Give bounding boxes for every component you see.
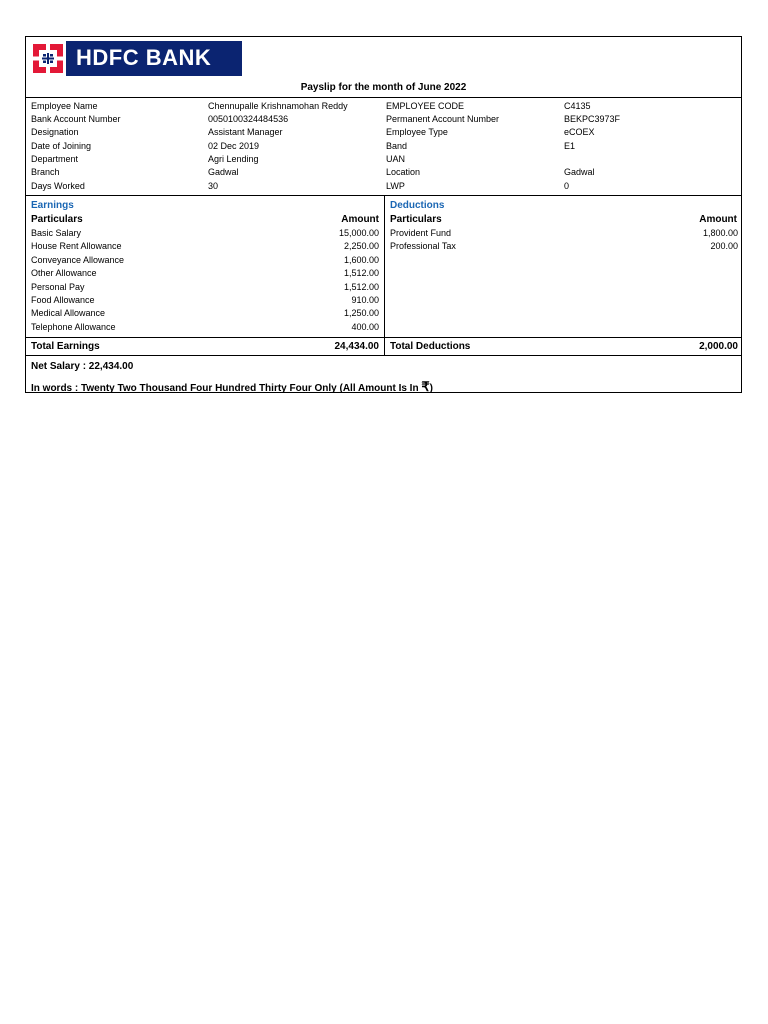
earning-amount: 910.00 <box>351 295 379 305</box>
deduction-amount: 200.00 <box>710 241 738 251</box>
earnings-col-particulars: Particulars <box>31 214 83 225</box>
earning-row <box>31 268 379 281</box>
earning-amount: 1,250.00 <box>343 308 379 318</box>
divider <box>26 97 741 98</box>
divider <box>26 355 741 356</box>
deduction-amount: 1,800.00 <box>702 228 738 238</box>
earning-label: Personal Pay <box>31 282 85 292</box>
info-row <box>26 181 741 194</box>
earnings-heading: Earnings <box>31 200 74 211</box>
info-value: 30 <box>208 181 219 191</box>
info-row <box>26 114 741 127</box>
info-value: Assistant Manager <box>208 127 283 137</box>
earning-label: House Rent Allowance <box>31 241 122 251</box>
info-label: Bank Account Number <box>31 114 121 124</box>
info-label: Date of Joining <box>31 141 92 151</box>
earning-label: Telephone Allowance <box>31 322 116 332</box>
earning-row <box>31 308 379 321</box>
total-deductions-amount: 2,000.00 <box>699 341 738 352</box>
total-deductions-label: Total Deductions <box>390 341 471 352</box>
info-row <box>26 101 741 114</box>
amount-in-words <box>31 379 433 395</box>
bank-logo <box>30 41 242 76</box>
earning-label: Conveyance Allowance <box>31 255 125 265</box>
info-label: Location <box>386 167 421 177</box>
earning-label: Medical Allowance <box>31 308 106 318</box>
info-label: Band <box>386 141 408 151</box>
info-value: 0050100324484536 <box>208 114 289 124</box>
info-label: LWP <box>386 181 405 191</box>
amount-in-words-close: ) <box>429 383 433 394</box>
info-row <box>26 127 741 140</box>
total-earnings <box>31 341 379 354</box>
info-row <box>26 141 741 154</box>
total-deductions <box>390 341 738 354</box>
info-label: Employee Name <box>31 101 98 111</box>
earning-amount: 1,512.00 <box>343 268 379 278</box>
info-label: Branch <box>31 167 60 177</box>
earning-row <box>31 255 379 268</box>
info-value: 0 <box>564 181 570 191</box>
column-divider <box>384 195 385 355</box>
deductions-heading: Deductions <box>390 200 445 211</box>
deductions-col-amount: Amount <box>699 214 737 225</box>
earning-row <box>31 295 379 308</box>
earning-label: Basic Salary <box>31 228 82 238</box>
earning-amount: 1,512.00 <box>343 282 379 292</box>
payslip-title: Payslip for the month of June 2022 <box>300 82 467 93</box>
total-earnings-amount: 24,434.00 <box>334 341 379 352</box>
payslip <box>25 36 742 393</box>
earning-label: Other Allowance <box>31 268 97 278</box>
info-value: E1 <box>564 141 576 151</box>
info-value: Chennupalle Krishnamohan Reddy <box>208 101 348 111</box>
rupee-icon: ₹ <box>421 379 430 394</box>
net-salary: Net Salary : 22,434.00 <box>31 361 134 372</box>
earning-amount: 1,600.00 <box>343 255 379 265</box>
earning-amount: 400.00 <box>351 322 379 332</box>
earning-amount: 2,250.00 <box>343 241 379 251</box>
earning-row <box>31 241 379 254</box>
info-value: Agri Lending <box>208 154 259 164</box>
earnings-col-amount: Amount <box>341 214 379 225</box>
info-row <box>26 154 741 167</box>
earning-label: Food Allowance <box>31 295 95 305</box>
info-value: Gadwal <box>564 167 595 177</box>
amount-in-words-text: In words : Twenty Two Thousand Four Hundred Thirty Four Only (All Amount Is In <box>31 383 422 394</box>
info-label: UAN <box>386 154 406 164</box>
deduction-label: Professional Tax <box>390 241 456 251</box>
deduction-row <box>390 241 738 254</box>
info-label: Designation <box>31 127 79 137</box>
info-value: eCOEX <box>564 127 595 137</box>
earning-amount: 15,000.00 <box>338 228 379 238</box>
earning-row <box>31 282 379 295</box>
info-label: Days Worked <box>31 181 85 191</box>
deductions-col-particulars: Particulars <box>390 214 442 225</box>
info-label: Department <box>31 154 79 164</box>
bank-name: HDFC BANK <box>76 45 212 70</box>
deduction-label: Provident Fund <box>390 228 452 238</box>
info-value: 02 Dec 2019 <box>208 141 260 151</box>
earning-row <box>31 228 379 241</box>
info-value: BEKPC3973F <box>564 114 621 124</box>
info-label: EMPLOYEE CODE <box>386 101 465 111</box>
total-earnings-label: Total Earnings <box>31 341 100 352</box>
earning-row <box>31 322 379 335</box>
info-label: Employee Type <box>386 127 448 137</box>
deduction-row <box>390 228 738 241</box>
info-value: C4135 <box>564 101 591 111</box>
info-value: Gadwal <box>208 167 239 177</box>
info-row <box>26 167 741 180</box>
divider <box>26 337 741 338</box>
info-label: Permanent Account Number <box>386 114 500 124</box>
hdfc-logo-icon <box>30 41 66 76</box>
